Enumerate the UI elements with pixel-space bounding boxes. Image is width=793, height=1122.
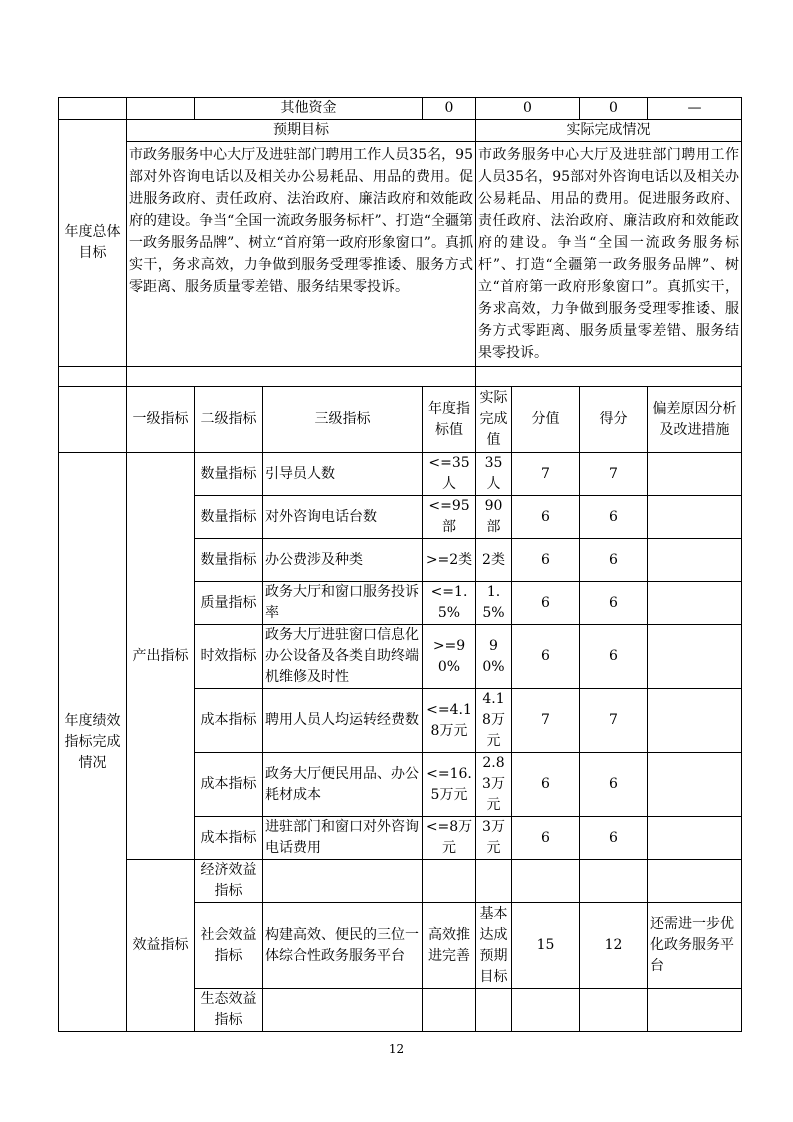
expected-header: 预期目标 (127, 120, 476, 142)
score-cell: 6 (580, 625, 648, 689)
value-cell (512, 989, 580, 1032)
funds-value: 0 (423, 98, 476, 120)
funds-value: — (648, 98, 742, 120)
annual-cell (423, 860, 476, 903)
score-cell: 6 (580, 582, 648, 625)
header-deviation: 偏差原因分析及改进措施 (648, 387, 742, 453)
header-actual: 实际完成值 (476, 387, 512, 453)
funds-value: 0 (580, 98, 648, 120)
actual-cell (476, 860, 512, 903)
score-cell: 7 (580, 453, 648, 496)
level3-cell: 政务大厅便民用品、办公耗材成本 (263, 753, 423, 817)
header-score-value: 分值 (512, 387, 580, 453)
score-cell: 7 (580, 689, 648, 753)
level2-cell: 数量指标 (195, 539, 263, 582)
note-cell (648, 582, 742, 625)
score-cell: 6 (580, 817, 648, 860)
value-cell: 6 (512, 817, 580, 860)
note-cell (648, 539, 742, 582)
note-cell (648, 496, 742, 539)
annual-cell (423, 989, 476, 1032)
output-label: 产出指标 (127, 453, 195, 860)
value-cell: 6 (512, 625, 580, 689)
actual-cell: 35人 (476, 453, 512, 496)
score-cell: 6 (580, 539, 648, 582)
header-score: 得分 (580, 387, 648, 453)
funds-row (59, 98, 742, 120)
level3-cell: 聘用人员人均运转经费数 (263, 689, 423, 753)
level3-cell (263, 989, 423, 1032)
actual-goal-text: 市政务服务中心大厅及进驻部门聘用工作人员35名，95部对外咨询电话以及相关办公易耗品、用品的费用。促进服务政府、责任政府、法治政府、廉洁政府和效能政府的建设。争当“全国一流政务服务标杆”、打造“全疆第一政务服务品牌”、树立“首府第一政府形象窗口”。真抓实干，务求高效，力争做到服务受理零推诿、服务方式零距离、服务质量零差错、服务结果零投诉。 (476, 142, 742, 367)
annual-cell: >=90% (423, 625, 476, 689)
level3-cell: 引导员人数 (263, 453, 423, 496)
level2-cell: 成本指标 (195, 753, 263, 817)
annual-cell: 高效推进完善 (423, 903, 476, 989)
actual-cell: 90部 (476, 496, 512, 539)
actual-cell: 1.5% (476, 582, 512, 625)
annual-cell: >=2类 (423, 539, 476, 582)
actual-cell: 3万元 (476, 817, 512, 860)
actual-cell: 2.83万元 (476, 753, 512, 817)
level2-cell: 经济效益指标 (195, 860, 263, 903)
benefit-label: 效益指标 (127, 860, 195, 1032)
level2-cell: 质量指标 (195, 582, 263, 625)
level3-cell: 办公费涉及种类 (263, 539, 423, 582)
annual-cell: <=95部 (423, 496, 476, 539)
actual-cell: 90% (476, 625, 512, 689)
note-cell: 还需进一步优化政务服务平台 (648, 903, 742, 989)
level2-cell: 社会效益指标 (195, 903, 263, 989)
value-cell: 6 (512, 496, 580, 539)
annual-cell: <=1.5% (423, 582, 476, 625)
funds-value: 0 (476, 98, 580, 120)
score-cell: 6 (580, 753, 648, 817)
value-cell (512, 860, 580, 903)
score-cell (580, 989, 648, 1032)
expected-goal-text: 市政务服务中心大厅及进驻部门聘用工作人员35名，95部对外咨询电话以及相关办公易耗品、用品的费用。促进服务政府、责任政府、法治政府、廉洁政府和效能政府的建设。争当“全国一流政务服务标杆”、打造“全疆第一政务服务品牌”、树立“首府第一政府形象窗口”。真抓实干，务求高效，力争做到服务受理零推诿、服务方式零距离、服务质量零差错、服务结果零投诉。 (127, 142, 476, 367)
score-cell: 12 (580, 903, 648, 989)
annual-cell: <=4.18万元 (423, 689, 476, 753)
score-cell (580, 860, 648, 903)
indicators-row-label: 年度绩效指标完成情况 (59, 453, 127, 1032)
actual-cell: 2类 (476, 539, 512, 582)
spacer-row (59, 367, 742, 387)
note-cell (648, 817, 742, 860)
note-cell (648, 753, 742, 817)
level2-cell: 数量指标 (195, 496, 263, 539)
header-annual: 年度指标值 (423, 387, 476, 453)
value-cell: 6 (512, 753, 580, 817)
level3-cell (263, 860, 423, 903)
value-cell: 7 (512, 689, 580, 753)
annual-cell: <=35人 (423, 453, 476, 496)
actual-cell: 基本达成预期目标 (476, 903, 512, 989)
note-cell (648, 625, 742, 689)
note-cell (648, 689, 742, 753)
level3-cell: 政务大厅和窗口服务投诉率 (263, 582, 423, 625)
page-number: 12 (388, 1042, 405, 1056)
annual-cell: <=16.5万元 (423, 753, 476, 817)
header-level2: 二级指标 (195, 387, 263, 453)
table-row (59, 860, 742, 903)
value-cell: 15 (512, 903, 580, 989)
level2-cell: 成本指标 (195, 689, 263, 753)
level2-cell: 数量指标 (195, 453, 263, 496)
level2-cell: 成本指标 (195, 817, 263, 860)
value-cell: 7 (512, 453, 580, 496)
level2-cell: 生态效益指标 (195, 989, 263, 1032)
score-cell: 6 (580, 496, 648, 539)
funds-label: 其他资金 (195, 98, 423, 120)
actual-header: 实际完成情况 (476, 120, 742, 142)
header-level3: 三级指标 (263, 387, 423, 453)
level3-cell: 构建高效、便民的三位一体综合性政务服务平台 (263, 903, 423, 989)
performance-table (58, 97, 742, 1032)
goals-row-label: 年度总体目标 (59, 120, 127, 367)
value-cell: 6 (512, 582, 580, 625)
level3-cell: 政务大厅进驻窗口信息化办公设备及各类自助终端机维修及时性 (263, 625, 423, 689)
note-cell (648, 453, 742, 496)
note-cell (648, 860, 742, 903)
header-level1: 一级指标 (127, 387, 195, 453)
level3-cell: 对外咨询电话台数 (263, 496, 423, 539)
level2-cell: 时效指标 (195, 625, 263, 689)
actual-cell (476, 989, 512, 1032)
level3-cell: 进驻部门和窗口对外咨询电话费用 (263, 817, 423, 860)
note-cell (648, 989, 742, 1032)
value-cell: 6 (512, 539, 580, 582)
actual-cell: 4.18万元 (476, 689, 512, 753)
table-row (59, 453, 742, 496)
indicator-header-row (59, 387, 742, 453)
annual-cell: <=8万元 (423, 817, 476, 860)
